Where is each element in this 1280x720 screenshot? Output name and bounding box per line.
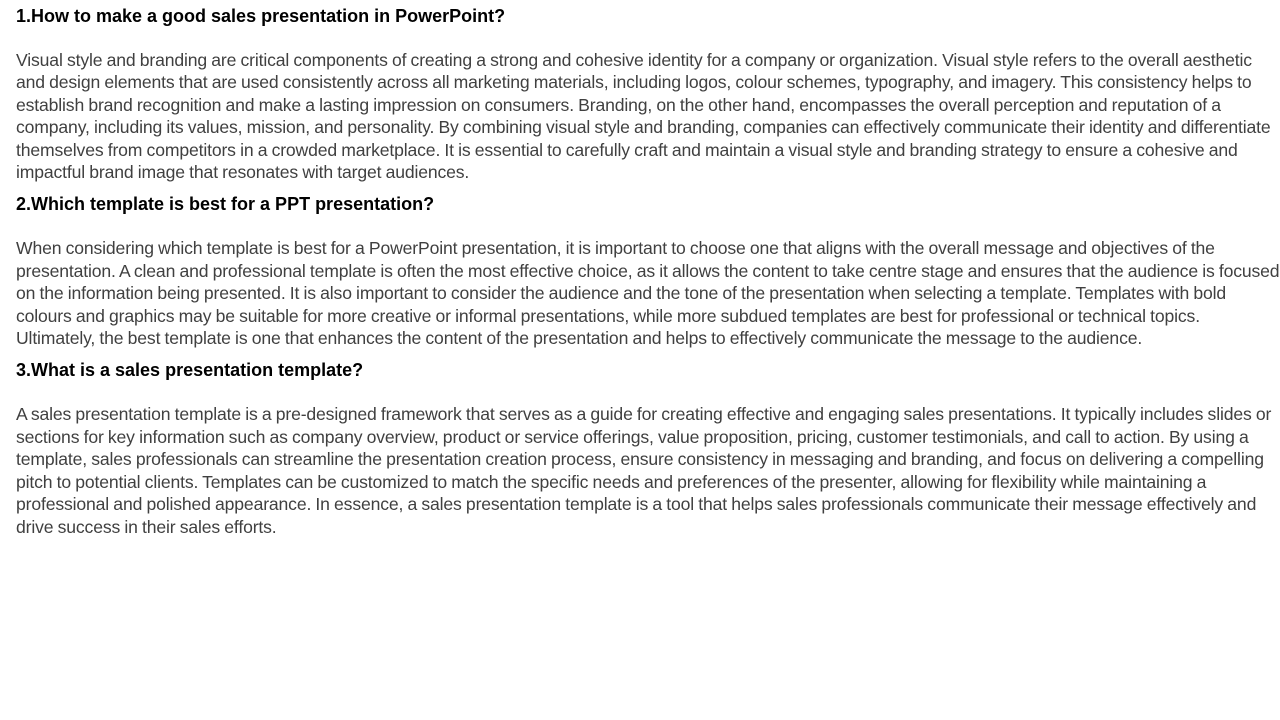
faq-answer-1: Visual style and branding are critical components of creating a strong and cohesive identity for a company or organization. Visual style refers to the overall aesthetic and design elements that are used consistently across all marketing materials, including logos, colour schemes, typography, and imagery. This consistency helps to establish brand recognition and make a lasting impression on consumers. Branding, on the other hand, encompasses the overall perception and reputation of a company, including its values, mission, and personality. By combining visual style and branding, companies can effectively communicate their identity and differentiate themselves from competitors in a crowded marketplace. It is essential to carefully craft and maintain a visual style and branding strategy to ensure a cohesive and impactful brand image that resonates with target audiences.	[16, 50, 1271, 183]
faq-question-3: 3.What is a sales presentation template?	[16, 360, 364, 381]
faq-section-3	[16, 359, 1280, 537]
faq-section-1	[16, 5, 1280, 183]
faq-question-2: 2.Which template is best for a PPT presentation?	[16, 194, 435, 215]
faq-answer-3: A sales presentation template is a pre-designed framework that serves as a guide for creating effective and engaging sales presentations. It typically includes slides or sections for key information such as company overview, product or service offerings, value proposition, pricing, customer testimonials, and call to action. By using a template, sales professionals can streamline the presentation creation process, ensure consistency in messaging and branding, and focus on delivering a compelling pitch to potential clients. Templates can be customized to match the specific needs and preferences of the presenter, allowing for flexibility while maintaining a professional and polished appearance. In essence, a sales presentation template is a tool that helps sales professionals communicate their message effectively and drive success in their sales efforts.	[16, 404, 1272, 537]
faq-answer-2: When considering which template is best for a PowerPoint presentation, it is important to choose one that aligns with the overall message and objectives of the presentation. A clean and professional template is often the most effective choice, as it allows the content to take centre stage and ensures that the audience is focused on the information being presented. It is also important to consider the audience and the tone of the presentation when selecting a template. Templates with bold colours and graphics may be suitable for more creative or informal presentations, while more subdued templates are best for professional or technical topics. Ultimately, the best template is one that enhances the content of the presentation and helps to effectively communicate the message to the audience.	[16, 238, 1280, 349]
faq-section-2	[16, 193, 1280, 349]
faq-question-1: 1.How to make a good sales presentation in PowerPoint?	[16, 6, 506, 26]
